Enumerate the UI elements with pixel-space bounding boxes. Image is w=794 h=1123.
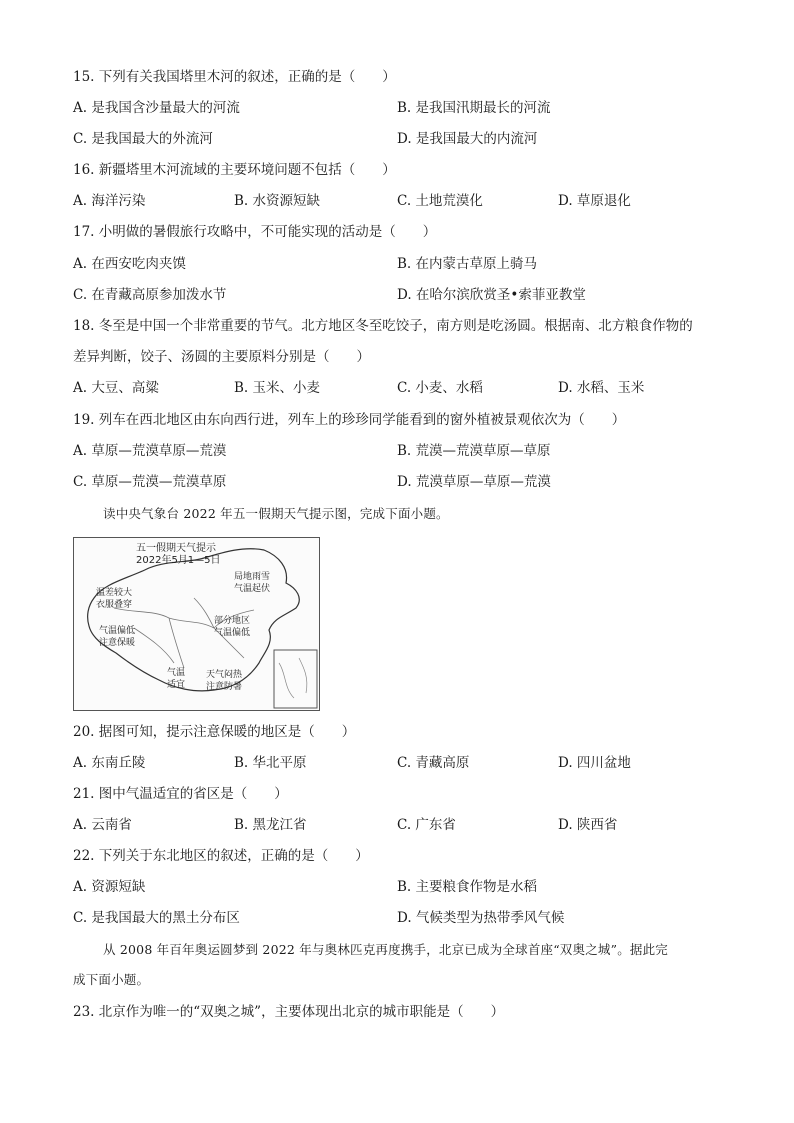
q15-option-a: A. 是我国含沙量最大的河流 [73,100,240,116]
label-south-2: 适宜 [167,680,186,690]
q17-option-b: B. 在内蒙古草原上骑马 [397,256,538,272]
label-northeast-1: 局地雨雪 [234,572,271,582]
q22-option-b: B. 主要粮食作物是水稻 [397,879,538,895]
weather-map-figure [73,537,320,711]
q18-option-d: D. 水稻、玉米 [558,380,645,396]
q22-stem: 22. 下列关于东北地区的叙述，正确的是（ ） [73,848,369,864]
q16-option-d: D. 草原退化 [558,193,631,209]
q16-option-b: B. 水资源短缺 [234,193,321,209]
map-date-range: 2022年5月1—5日 [136,555,221,566]
label-south-1: 气温 [167,668,186,678]
q16-stem: 16. 新疆塔里木河流域的主要环境问题不包括（ ） [73,162,396,178]
q18-option-c: C. 小麦、水稻 [397,380,483,396]
q17-option-c: C. 在青藏高原参加泼水节 [73,287,227,303]
label-central-1: 部分地区 [214,616,251,626]
q18-stem-line2: 差异判断，饺子、汤圆的主要原料分别是（ ） [73,349,370,365]
q15-stem: 15. 下列有关我国塔里木河的叙述，正确的是（ ） [73,69,396,85]
label-southeast-2: 注意防暑 [206,682,243,692]
q16-option-c: C. 土地荒漠化 [397,193,483,209]
q21-option-a: A. 云南省 [73,817,132,833]
label-west-1: 气温偏低 [99,626,136,636]
q23-stem: 23. 北京作为唯一的“双奥之城”，主要体现出北京的城市职能是（ ） [73,1004,505,1020]
reading-prompt-olympics-line2: 成下面小题。 [73,972,150,987]
label-southeast-1: 天气闷热 [206,670,243,680]
reading-prompt-map: 读中央气象台 2022 年五一假期天气提示图，完成下面小题。 [103,506,449,521]
q21-option-c: C. 广东省 [397,817,456,833]
q17-option-d: D. 在哈尔滨欣赏圣•索菲亚教堂 [397,287,586,303]
q18-option-b: B. 玉米、小麦 [234,380,321,396]
q22-option-c: C. 是我国最大的黑土分布区 [73,910,240,926]
q20-option-c: C. 青藏高原 [397,755,470,771]
q20-option-a: A. 东南丘陵 [73,755,146,771]
q19-option-d: D. 荒漠草原—草原—荒漠 [397,474,551,490]
q15-option-c: C. 是我国最大的外流河 [73,131,213,147]
q19-stem: 19. 列车在西北地区由东向西行进，列车上的珍珍同学能看到的窗外植被景观依次为（ ） [73,412,626,428]
q21-option-b: B. 黑龙江省 [234,817,307,833]
q19-option-a: A. 草原—荒漠草原—荒漠 [73,443,227,459]
q18-stem-line1: 18. 冬至是中国一个非常重要的节气。北方地区冬至吃饺子，南方则是吃汤圆。根据南、北方粮食作物的 [73,318,693,334]
label-west-2: 注意保暖 [99,638,136,648]
q21-stem: 21. 图中气温适宜的省区是（ ） [73,786,288,802]
q20-option-d: D. 四川盆地 [558,755,631,771]
label-northwest-2: 衣服叠穿 [96,600,133,610]
q22-option-a: A. 资源短缺 [73,879,146,895]
reading-prompt-olympics-line1: 从 2008 年百年奥运圆梦到 2022 年与奥林匹克再度携手，北京已成为全球首座“双奥之城”。据此完 [103,942,668,957]
q16-option-a: A. 海洋污染 [73,193,146,209]
q17-option-a: A. 在西安吃肉夹馍 [73,256,186,272]
q15-option-b: B. 是我国汛期最长的河流 [397,100,551,116]
q21-option-d: D. 陕西省 [558,817,618,833]
q19-option-c: C. 草原—荒漠—荒漠草原 [73,474,227,490]
label-northeast-2: 气温起伏 [234,584,271,594]
q17-stem: 17. 小明做的暑假旅行攻略中，不可能实现的活动是（ ） [73,224,437,240]
q20-option-b: B. 华北平原 [234,755,307,771]
label-northwest-1: 温差较大 [96,588,133,598]
map-title: 五一假期天气提示 [136,543,216,554]
label-central-2: 气温偏低 [214,628,251,638]
q18-option-a: A. 大豆、高粱 [73,380,159,396]
q15-option-d: D. 是我国最大的内流河 [397,131,538,147]
q22-option-d: D. 气候类型为热带季风气候 [397,910,565,926]
q19-option-b: B. 荒漠—荒漠草原—草原 [397,443,551,459]
q20-stem: 20. 据图可知，提示注意保暖的地区是（ ） [73,724,356,740]
